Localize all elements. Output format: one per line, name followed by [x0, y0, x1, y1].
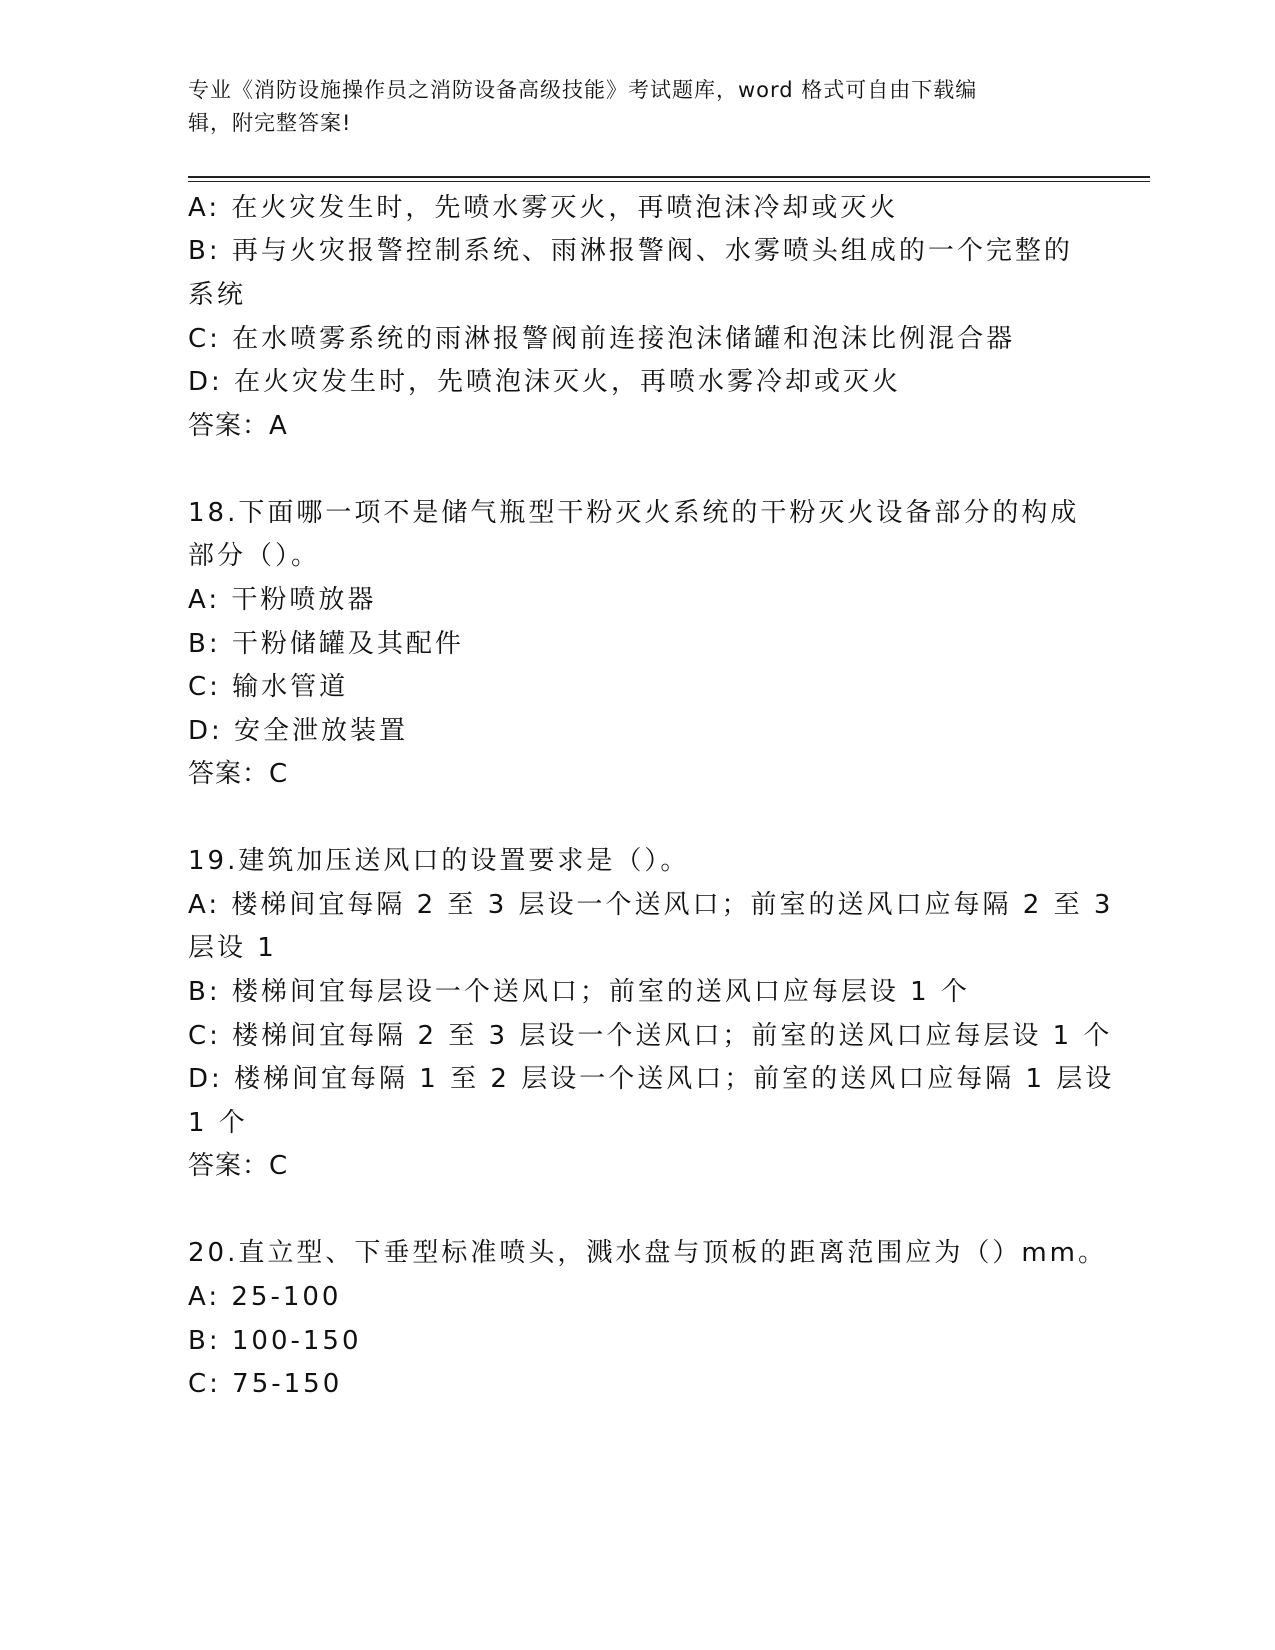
q20-option-c: C: 75-150 [188, 1369, 343, 1399]
q19-question: 19.建筑加压送风口的设置要求是（）。 [188, 846, 690, 876]
q17-option-d: D: 在火灾发生时，先喷泡沫灭火，再喷水雾冷却或灭火 [188, 367, 902, 397]
q18-option-a: A: 干粉喷放器 [188, 585, 377, 615]
q18-answer: 答案：C [188, 759, 289, 789]
q20-option-a: A: 25-100 [188, 1282, 342, 1312]
q18-question-line1: 18.下面哪一项不是储气瓶型干粉灭火系统的干粉灭火设备部分的构成 [188, 498, 1080, 528]
q20-option-b: B: 100-150 [188, 1326, 362, 1356]
q20-question: 20.直立型、下垂型标准喷头，溅水盘与顶板的距离范围应为（）mm。 [188, 1238, 1108, 1268]
q19-option-d-line2: 1 个 [188, 1108, 248, 1138]
q17-option-b-line1: B: 再与火灾报警控制系统、雨淋报警阀、水雾喷头组成的一个完整的 [188, 236, 1073, 266]
q18-option-d: D: 安全泄放装置 [188, 716, 409, 746]
header-line-1: 专业《消防设施操作员之消防设备高级技能》考试题库，word 格式可自由下载编 [188, 78, 978, 102]
q19-answer: 答案：C [188, 1151, 289, 1181]
q19-option-a-line1: A: 楼梯间宜每隔 2 至 3 层设一个送风口；前室的送风口应每隔 2 至 3 [188, 890, 1114, 920]
q18-question-line2: 部分（）。 [188, 541, 321, 571]
q18-option-c: C: 输水管道 [188, 672, 349, 702]
q19-option-a-line2: 层设 1 [188, 933, 277, 963]
q19-option-d-line1: D: 楼梯间宜每隔 1 至 2 层设一个送风口；前室的送风口应每隔 1 层设 [188, 1064, 1115, 1094]
q17-answer: 答案：A [188, 411, 288, 441]
q17-option-c: C: 在水喷雾系统的雨淋报警阀前连接泡沫储罐和泡沫比例混合器 [188, 324, 1016, 354]
q17-option-a: A: 在火灾发生时，先喷水雾灭火，再喷泡沫冷却或灭火 [188, 193, 899, 223]
header-line-2: 辑，附完整答案! [188, 111, 352, 135]
document-header [188, 74, 1088, 140]
header-divider-thick [188, 176, 1150, 178]
header-divider-thin [188, 181, 1150, 182]
q17-option-b-line2: 系统 [188, 280, 247, 310]
q19-option-b: B: 楼梯间宜每层设一个送风口；前室的送风口应每层设 1 个 [188, 977, 970, 1007]
q18-option-b: B: 干粉储罐及其配件 [188, 629, 464, 659]
q19-option-c: C: 楼梯间宜每隔 2 至 3 层设一个送风口；前室的送风口应每层设 1 个 [188, 1021, 1113, 1051]
